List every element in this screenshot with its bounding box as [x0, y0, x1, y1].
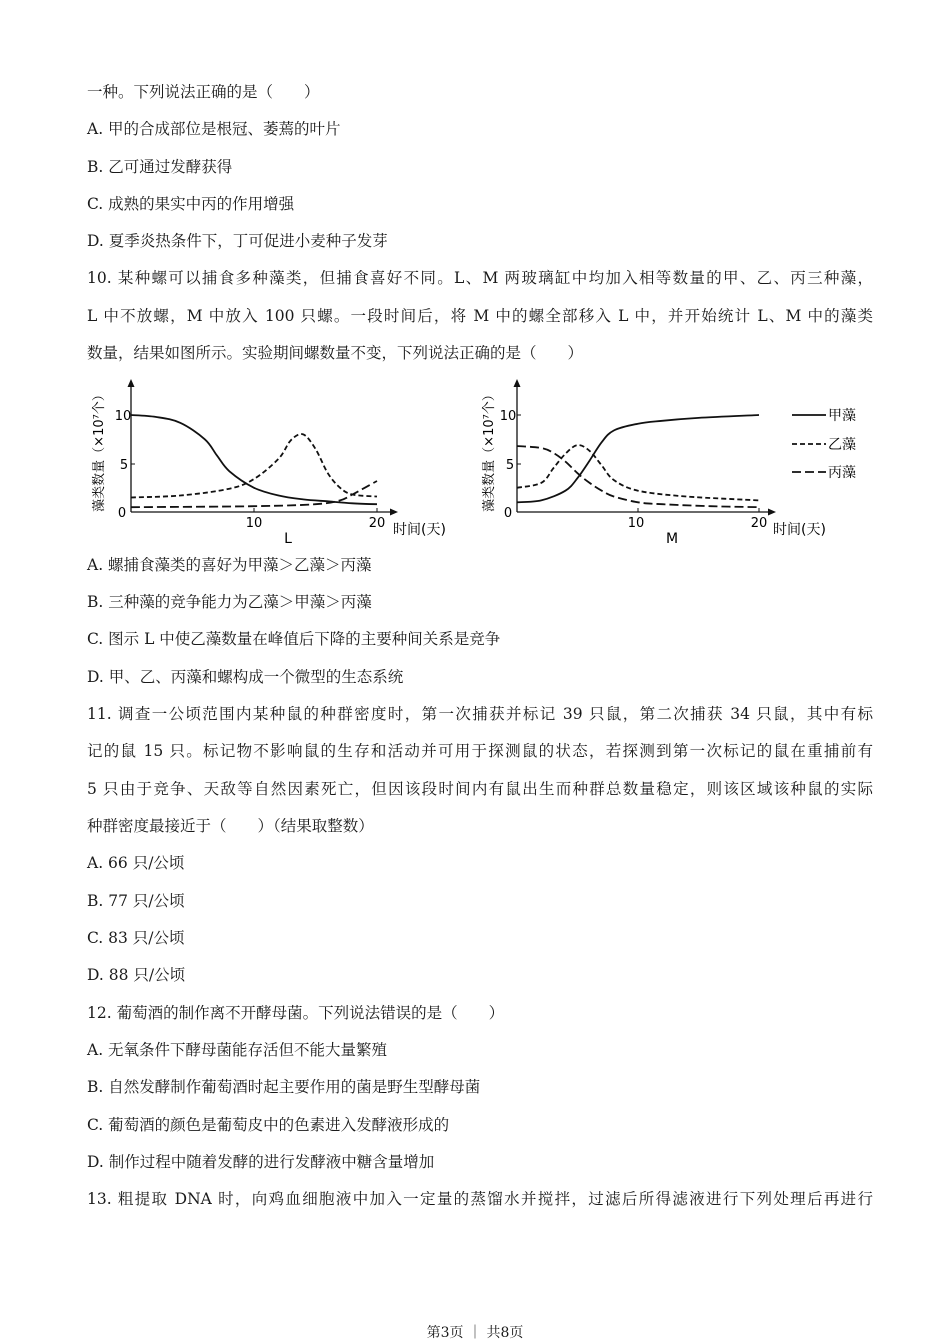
chart-m-y-arrow — [514, 379, 521, 387]
chart-m-series-jia — [517, 415, 759, 502]
q10-stem-line-1: 10. 某种螺可以捕食多种藻类，但捕食喜好不同。L、M 两玻璃缸中均加入相等数量的甲、乙、丙三种藻， — [87, 269, 873, 287]
legend-label-jia: 甲藻 — [828, 408, 856, 424]
q13-stem-line-1: 13. 粗提取 DNA 时，向鸡血细胞液中加入一定量的蒸馏水并搅拌，过滤后所得滤液进行下列处理后再进行 — [87, 1190, 873, 1208]
chart-l-ytick-label-5: 5 — [119, 458, 129, 473]
chart-m-series-yi — [517, 445, 759, 500]
chart-l-xtick-label-10: 10 — [245, 516, 263, 531]
chart-m-legend — [792, 407, 856, 481]
q11-option-c: C. 83 只/公顷 — [87, 929, 185, 947]
q12-option-c: C. 葡萄酒的颜色是葡萄皮中的色素进入发酵液形成的 — [87, 1116, 450, 1134]
chart-m-ylabel: 藻类数量（×10⁷个） — [482, 388, 497, 512]
legend-label-bing: 丙藻 — [828, 465, 856, 481]
chart-l-ylabel: 藻类数量（×10⁷个） — [92, 388, 107, 512]
chart-m-x-arrow — [768, 509, 776, 516]
q11-stem-line-3: 5 只由于竞争、天敌等自然因素死亡，但因该段时间内有鼠出生而种群总数量稳定，则该区域该种鼠的实际 — [87, 780, 873, 798]
chart-m-title: M — [665, 531, 679, 547]
q10-option-b: B. 三种藻的竞争能力为乙藻＞甲藻＞丙藻 — [87, 593, 372, 611]
legend-label-yi: 乙藻 — [828, 437, 856, 453]
q11-stem-line-1: 11. 调查一公顷范围内某种鼠的种群密度时，第一次捕获并标记 39 只鼠，第二次捕获 34 只鼠，其中有标 — [87, 705, 873, 723]
q12-option-d: D. 制作过程中随着发酵的进行发酵液中糖含量增加 — [87, 1153, 435, 1171]
chart-m-xtick-label-10: 10 — [627, 516, 645, 531]
q10-option-d: D. 甲、乙、丙藻和螺构成一个微型的生态系统 — [87, 668, 404, 686]
chart-m-ytick-label-5: 5 — [505, 458, 515, 473]
chart-l-xlabel: 时间(天) — [393, 522, 446, 538]
q10-option-a: A. 螺捕食藻类的喜好为甲藻＞乙藻＞丙藻 — [87, 556, 372, 574]
chart-m-xlabel: 时间(天) — [773, 522, 826, 538]
chart-m-xtick-label-20: 20 — [750, 516, 768, 531]
q12-stem: 12. 葡萄酒的制作离不开酵母菌。下列说法错误的是（ ） — [87, 1004, 505, 1022]
q10-stem-line-3: 数量，结果如图所示。实验期间螺数量不变，下列说法正确的是（ ） — [87, 344, 584, 362]
q9-stem-end: 一种。下列说法正确的是（ ） — [87, 83, 320, 101]
q10-stem-line-2: L 中不放螺，M 中放入 100 只螺。一段时间后，将 M 中的螺全部移入 L 中，并开始统计 L、M 中的藻类 — [87, 307, 873, 325]
q11-option-a: A. 66 只/公顷 — [87, 854, 185, 872]
chart-l-ytick-label-10: 10 — [114, 409, 132, 424]
q9-option-b: B. 乙可通过发酵获得 — [87, 158, 233, 176]
q10-option-c: C. 图示 L 中使乙藻数量在峰值后下降的主要种间关系是竞争 — [87, 630, 501, 648]
chart-l-xtick-label-20: 20 — [368, 516, 386, 531]
chart-l — [91, 379, 446, 547]
q11-stem-line-2: 记的鼠 15 只。标记物不影响鼠的生存和活动并可用于探测鼠的状态，若探测到第一次标记的鼠在重捕前有 — [87, 742, 873, 760]
q11-option-b: B. 77 只/公顷 — [87, 892, 185, 910]
algae-charts-figure — [0, 373, 950, 553]
chart-m — [481, 379, 856, 547]
q9-option-c: C. 成熟的果实中丙的作用增强 — [87, 195, 295, 213]
chart-l-y-arrow — [128, 379, 135, 387]
chart-l-ytick-label-0: 0 — [117, 506, 127, 521]
q12-option-b: B. 自然发酵制作葡萄酒时起主要作用的菌是野生型酵母菌 — [87, 1078, 481, 1096]
chart-m-ytick-label-0: 0 — [503, 506, 513, 521]
chart-l-x-arrow — [390, 509, 398, 516]
q9-option-d: D. 夏季炎热条件下，丁可促进小麦种子发芽 — [87, 232, 388, 250]
q12-option-a: A. 无氧条件下酵母菌能存活但不能大量繁殖 — [87, 1041, 388, 1059]
q11-option-d: D. 88 只/公顷 — [87, 966, 186, 984]
chart-m-ytick-label-10: 10 — [499, 409, 517, 424]
chart-l-title: L — [284, 531, 292, 547]
chart-l-series-jia — [131, 415, 377, 504]
page-footer: 第3页 ｜ 共8页 — [426, 1325, 524, 1341]
q11-stem-line-4: 种群密度最接近于（ ）（结果取整数） — [87, 817, 374, 835]
q9-option-a: A. 甲的合成部位是根冠、萎蔫的叶片 — [87, 120, 341, 138]
